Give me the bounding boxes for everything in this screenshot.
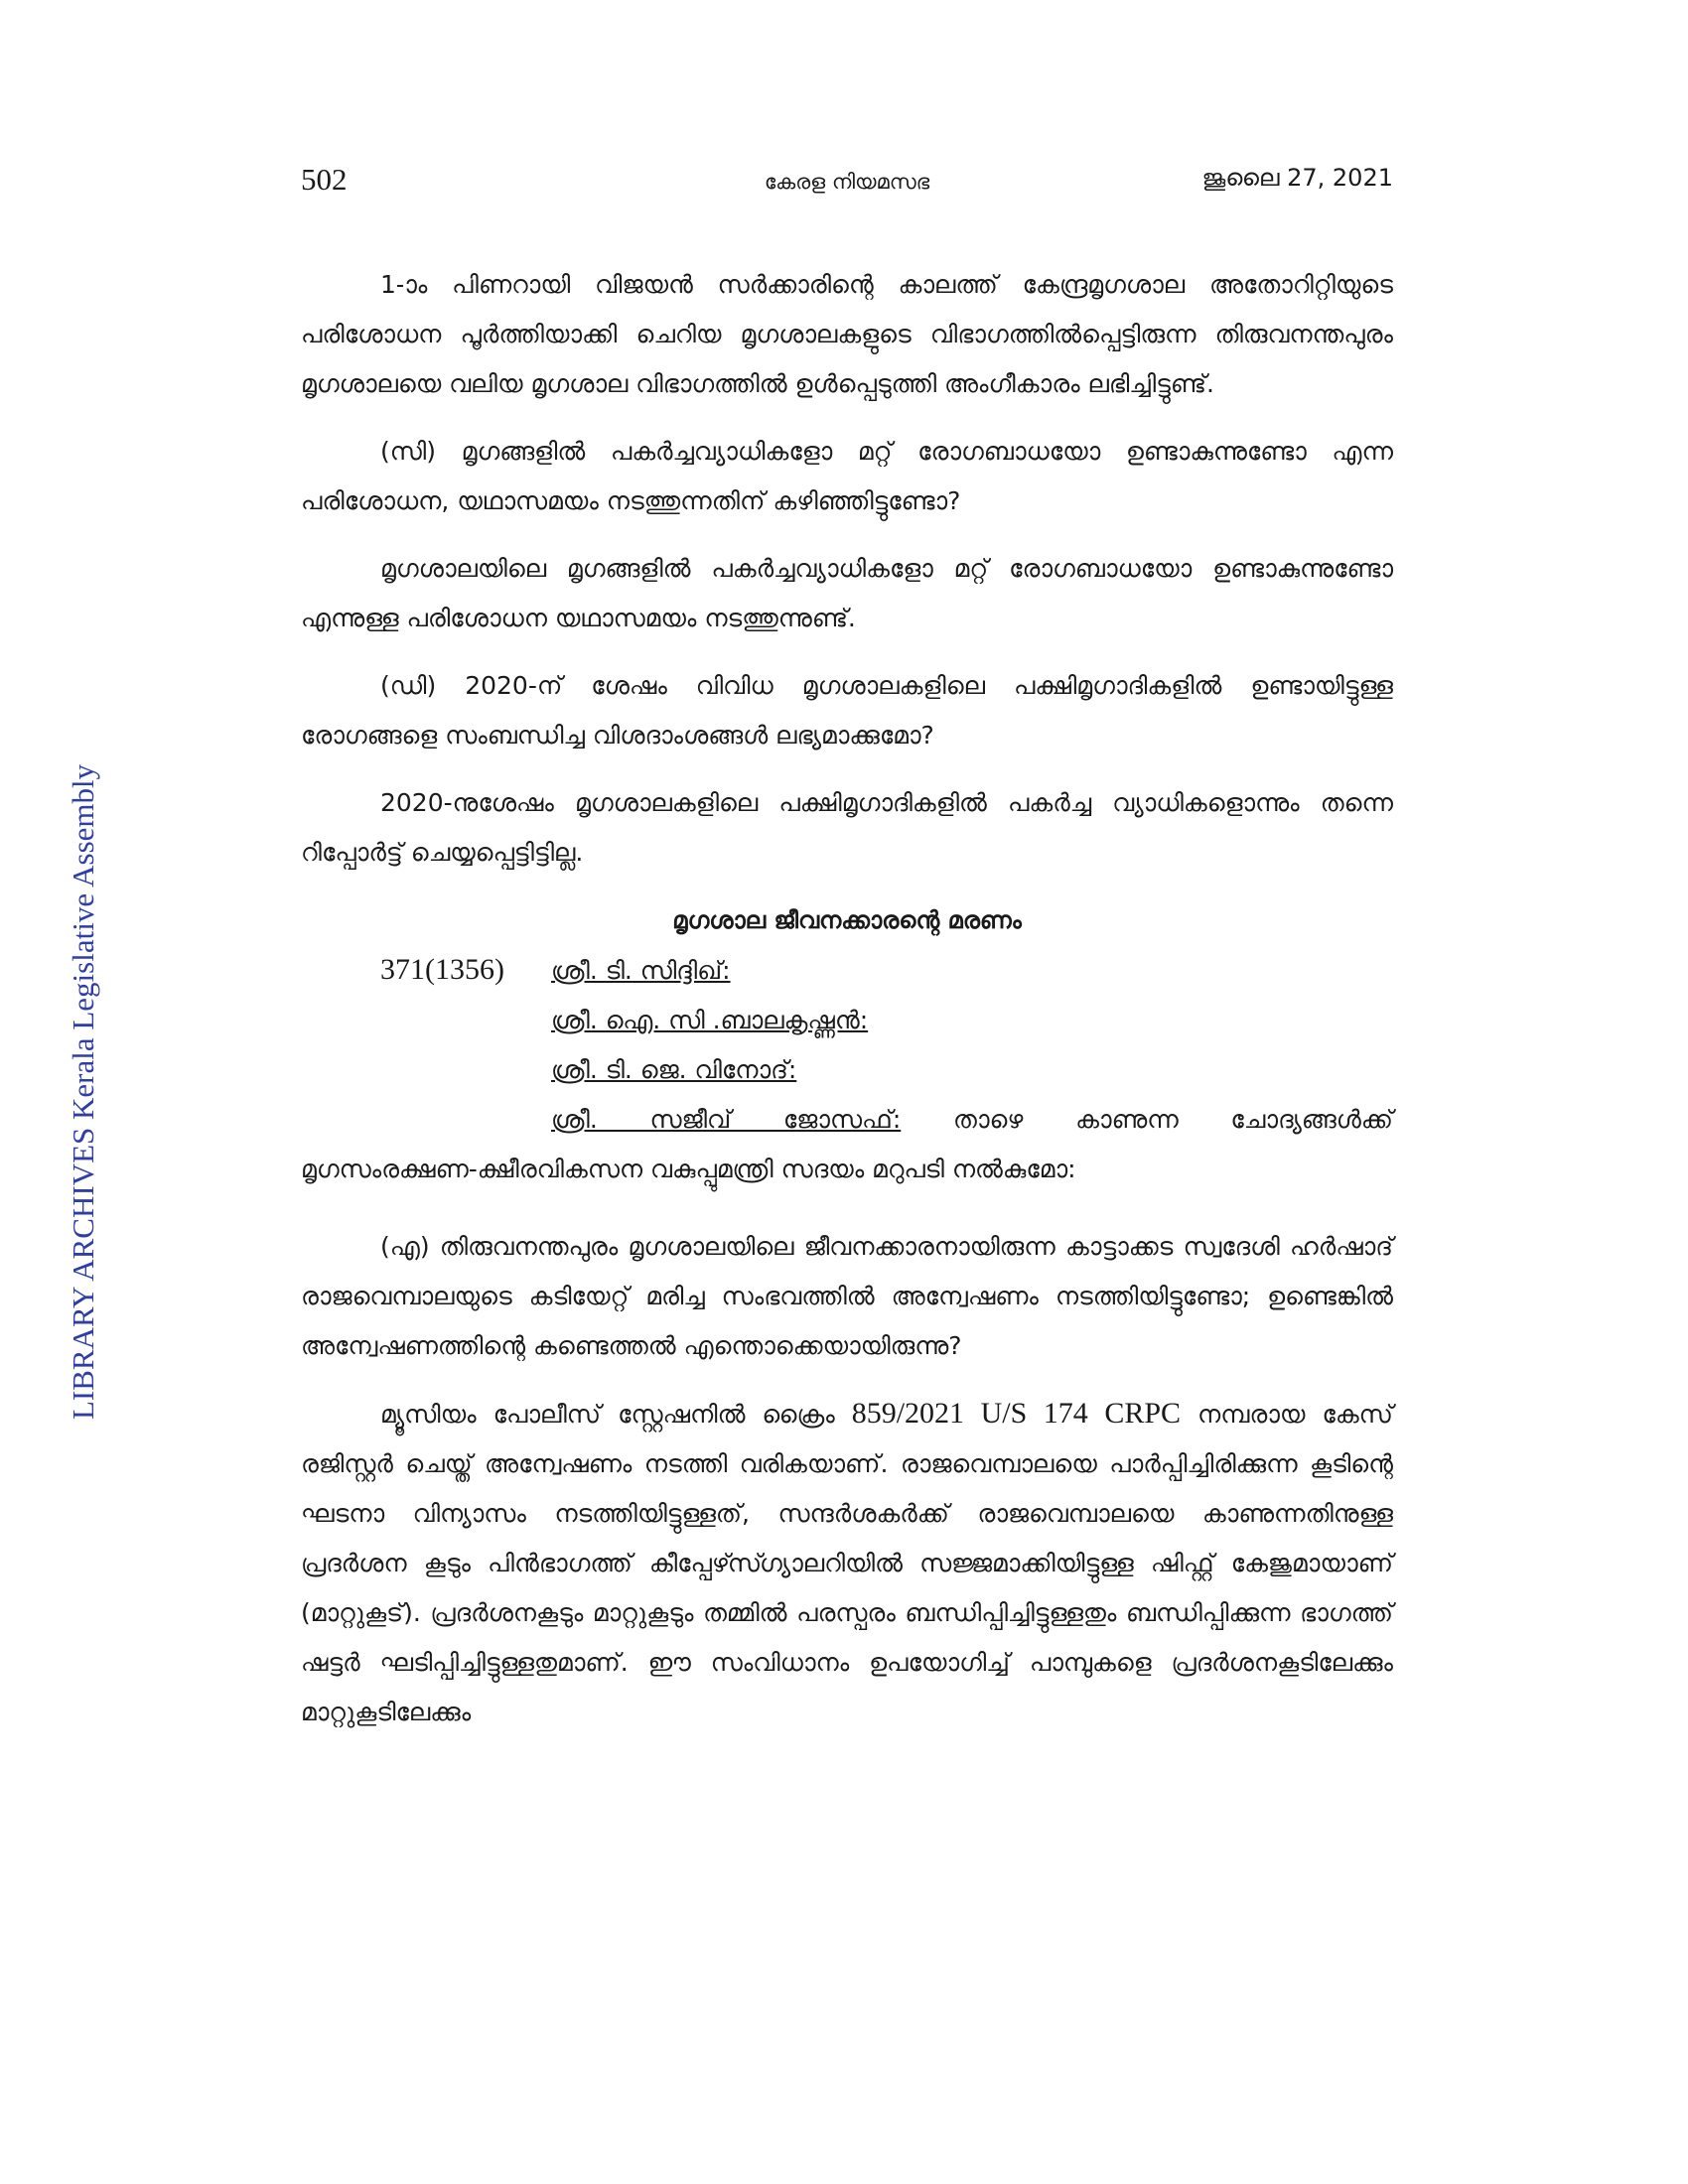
question-intro-line: മൃഗസംരക്ഷണ-ക്ഷീരവികസന വകുപ്പുമന്ത്രി സദയം മറുപടി നൽകുമോ: [301,1155,1076,1183]
paragraph-zoo-upgrade: 1-ാം പിണറായി വിജയൻ സർക്കാരിന്റെ കാലത്ത് കേന്ദ്രമൃഗശാല അതോറിറ്റിയുടെ പരിശോധന പൂർത്തിയാക്കി ചെറിയ മൃഗശാലകളുടെ വിഭാഗത്തിൽപ്പെട്ടിരുന്ന തിരുവനന്തപുരം മൃഗശാലയെ വലിയ മൃഗശാല വിഭാഗത്തിൽ ഉൾപ്പെടുത്തി അംഗീകാരം ലഭിച്ചിട്ടുണ്ട്. [301,270,1393,398]
question-number-line [301,945,1393,996]
answer-c: മൃഗശാലയിലെ മൃഗങ്ങളിൽ പകർച്ചവ്യാധികളോ മറ്റ് രോഗബാധയോ ഉണ്ടാകുന്നുണ്ടോ എന്നുള്ള പരിശോധന യഥാസമയം നടത്തുന്നുണ്ട്. [301,554,1393,632]
answer-a-body: നമ്പരായ കേസ് രജിസ്റ്റർ ചെയ്ത് അന്വേഷണം നടത്തി വരികയാണ്. രാജവെമ്പാലയെ പാർപ്പിച്ചിരിക്കുന്ന കൂടിന്റെ ഘടനാ വിന്യാസം നടത്തിയിട്ടുള്ളത്, സന്ദർശകർക്ക് രാജവെമ്പാലയെ കാണുന്നതിനുള്ള പ്രദർശന കൂടും പിൻഭാഗത്ത് കീപ്പേഴ്സ്ഗ്യാലറിയിൽ സജ്ജമാക്കിയിട്ടുള്ള ഷിഫ്റ്റ് കേജുമായാണ് (മാറ്റുകൂട്). പ്രദർശനകൂടും മാറ്റുകൂടും തമ്മിൽ പരസ്പരം ബന്ധിപ്പിച്ചിട്ടുള്ളതും ബന്ധിപ്പിക്കുന്ന ഭാഗത്ത് ഷട്ടർ ഘടിപ്പിച്ചിട്ടുള്ളതുമാണ്. ഈ സംവിധാനം ഉപയോഗിച്ച് പാമ്പുകളെ പ്രദർശനകൂടിലേക്കും മാറ്റുകൂടിലേക്കും [301,1400,1393,1726]
header-date: ജൂലൈ 27, 2021 [1201,164,1393,192]
member-name: ശ്രീ. സജീവ് ജോസഫ്: [551,1105,902,1134]
question-c: (സി) മൃഗങ്ങളിൽ പകർച്ചവ്യാധികളോ മറ്റ് രോഗബാധയോ ഉണ്ടാകുന്നുണ്ടോ എന്ന പരിശോധന, യഥാസമയം നടത്തുന്നതിന് കഴിഞ്ഞിട്ടുണ്ടോ? [301,437,1393,515]
archive-watermark: LIBRARY ARCHIVES Kerala Legislative Assembly [66,763,100,1420]
case-reference: 859/2021 U/S 174 CRPC [851,1397,1182,1430]
question-a: (എ) തിരുവനന്തപുരം മൃഗശാലയിലെ ജീവനക്കാരനായിരുന്ന കാട്ടാക്കട സ്വദേശി ഹർഷാദ് രാജവെമ്പാലയുടെ കടിയേറ്റ് മരിച്ച സംഭവത്തിൽ അന്വേഷണം നടത്തിയിട്ടുണ്ടോ; ഉണ്ടെങ്കിൽ അന്വേഷണത്തിന്റെ കണ്ടെത്തൽ എന്തൊക്കെയായിരുന്നു? [301,1232,1393,1360]
answer-d: 2020-നുശേഷം മൃഗശാലകളിലെ പക്ഷിമൃഗാദികളിൽ പകർച്ച വ്യാധികളൊന്നും തന്നെ റിപ്പോർട്ട് ചെയ്യപ്പെട്ടിട്ടില്ല. [301,788,1393,867]
document-body [301,260,1393,1755]
question-371-block [301,945,1393,1194]
member-line [301,1045,1393,1095]
member-name: ശ്രീ. ഐ. സി .ബാലകൃഷ്ണൻ: [551,1006,869,1034]
question-d: (ഡി) 2020-ന് ശേഷം വിവിധ മൃഗശാലകളിലെ പക്ഷിമൃഗാദികളിൽ ഉണ്ടായിട്ടുള്ള രോഗങ്ങളെ സംബന്ധിച്ച വിശദാംശങ്ങൾ ലഭ്യമാക്കുമോ? [301,671,1393,750]
page-header [301,162,1393,211]
member-line [301,1095,1393,1145]
member-name: ശ്രീ. ടി. ജെ. വിനോദ്: [551,1055,797,1084]
question-number: 371(1356) [380,953,504,986]
member-name: ശ്രീ. ടി. സിദ്ദിഖ്: [551,956,731,985]
section-heading: മൃഗശാല ജീവനക്കാരന്റെ മരണം [672,906,1022,934]
question-intro-tail: താഴെ കാണുന്ന ചോദ്യങ്ങൾക്ക് [952,1105,1393,1134]
answer-a [301,1389,1393,1737]
header-title: കേരള നിയമസഭ [764,170,930,194]
answer-a-prefix: മ്യൂസിയം പോലീസ് സ്റ്റേഷനിൽ ക്രൈം [380,1400,852,1429]
page-number: 502 [301,162,348,197]
member-line [301,996,1393,1045]
